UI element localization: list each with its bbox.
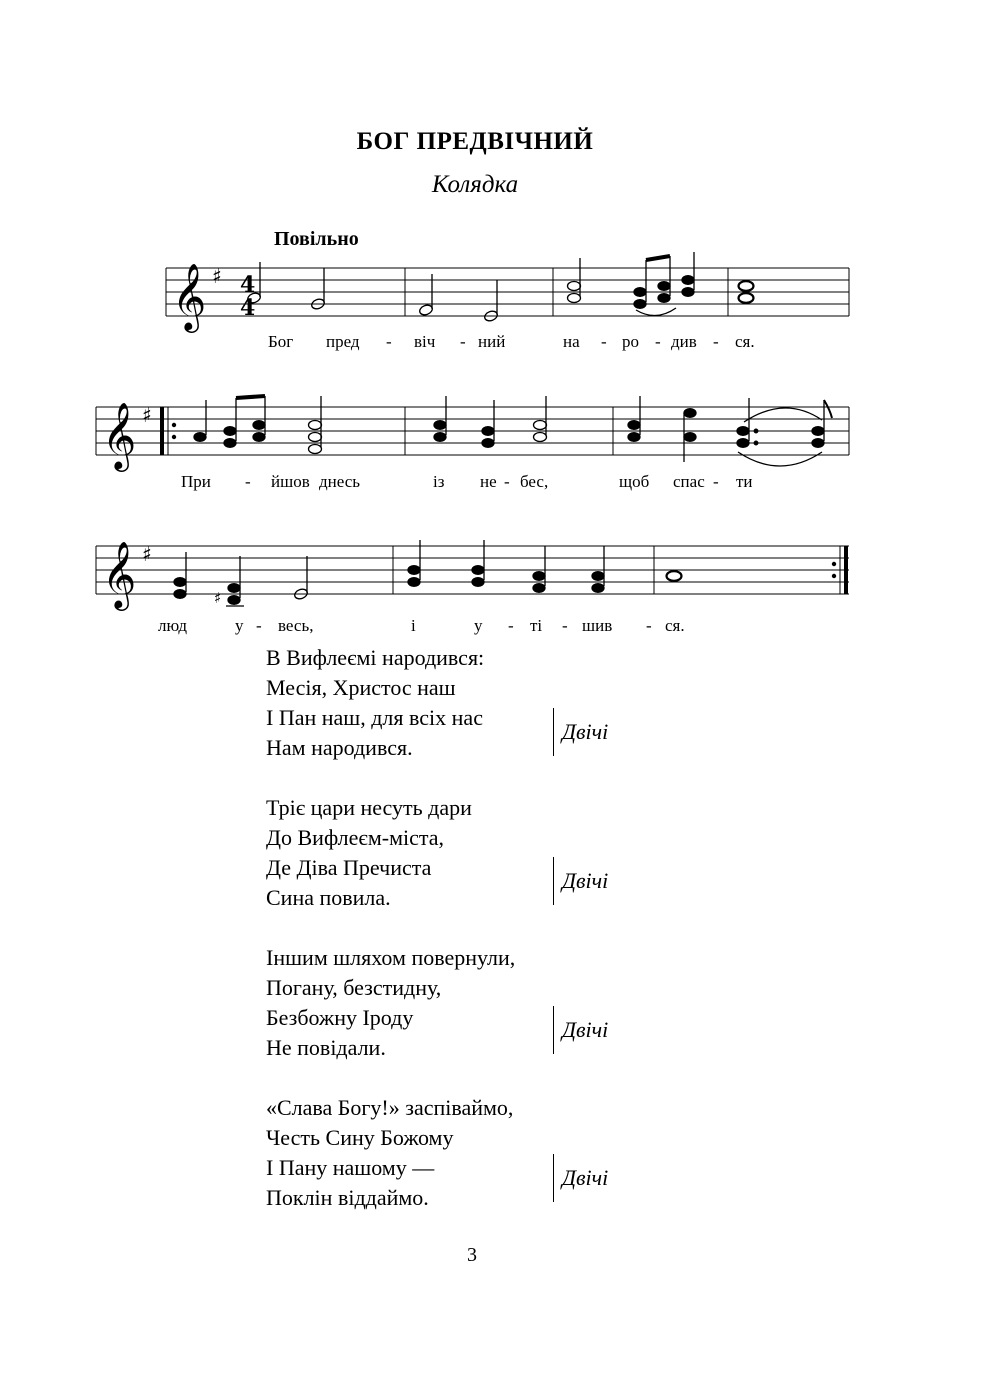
lyric: і [411, 616, 416, 635]
lyric: ся. [735, 332, 755, 351]
lyric: - [646, 616, 652, 635]
lyric: ти [736, 472, 753, 491]
lyric: - [601, 332, 607, 351]
tempo-marking: Повільно [274, 228, 359, 250]
lyric: йшов [271, 472, 310, 491]
sharp-icon: ♯ [212, 264, 222, 288]
verse-line: Сина повила. [266, 885, 391, 910]
lyric: ро [622, 332, 639, 351]
lyric: днесь [319, 472, 361, 491]
repeat-start-barline [160, 407, 164, 455]
lyric: - [713, 332, 719, 351]
lyric: ний [478, 332, 506, 351]
verse-line: Безбожну Іроду [266, 1005, 414, 1030]
lyric: - [508, 616, 514, 635]
lyric: ся. [665, 616, 685, 635]
lyric: ті [530, 616, 543, 635]
lyric: - [655, 332, 661, 351]
lyric: - [562, 616, 568, 635]
verse-4 [266, 1093, 513, 1213]
page-number: 3 [467, 1244, 477, 1266]
lyric: не [480, 472, 497, 491]
verse-line: І Пан наш, для всіх нас [266, 705, 483, 730]
repeat-marker: Двічі [553, 708, 608, 756]
sharp-icon: ♯ [142, 542, 152, 566]
treble-clef-icon: 𝄞 [102, 540, 137, 608]
lyric: Бог [268, 332, 294, 351]
lyric: шив [582, 616, 613, 635]
verse-line: «Слава Богу!» заспіваймо, [266, 1095, 514, 1120]
staff-system-3 [0, 530, 984, 620]
svg-text:♯: ♯ [214, 589, 222, 607]
lyric: див [671, 332, 697, 351]
lyric: на [563, 332, 580, 351]
verse-line: Нам народився. [266, 735, 413, 760]
lyric: бес, [520, 472, 549, 491]
lyric: - [386, 332, 392, 351]
verse-line: В Вифлеємі народився: [266, 645, 485, 670]
treble-clef-icon: 𝄞 [172, 262, 207, 330]
verse-line: Не повідали. [266, 1035, 386, 1060]
verse-3 [266, 943, 515, 1063]
sharp-icon: ♯ [142, 403, 152, 427]
lyric: - [256, 616, 262, 635]
lyric: у [235, 616, 244, 635]
repeat-marker: Двічі [553, 1006, 608, 1054]
lyric: - [460, 332, 466, 351]
verse-line: Погану, безстидну, [266, 975, 442, 1000]
song-title: БОГ ПРЕДВІЧНИЙ [356, 128, 594, 155]
lyric: щоб [619, 472, 650, 491]
time-signature-bottom: 4 [240, 295, 256, 321]
staff-system-2 [0, 390, 984, 475]
lyric: спас [673, 472, 705, 491]
lyric: - [245, 472, 251, 491]
verse-line: Поклін віддаймо. [266, 1185, 429, 1210]
time-signature-top: 4 [240, 272, 256, 298]
lyric: люд [158, 616, 187, 635]
verse-line: Тріє цари несуть дари [266, 795, 472, 820]
repeat-marker: Двічі [553, 857, 608, 905]
staff-system-1 [0, 250, 984, 340]
verse-line: Честь Сину Божому [266, 1125, 454, 1150]
verse-line: Іншим шляхом повернули, [266, 945, 516, 970]
lyric: віч [414, 332, 436, 351]
repeat-end-barline [844, 546, 848, 594]
verse-line: Де Діва Пречиста [266, 855, 432, 880]
treble-clef-icon: 𝄞 [102, 401, 137, 469]
lyric: пред [326, 332, 360, 351]
repeat-marker: Двічі [553, 1154, 608, 1202]
lyric: у [474, 616, 483, 635]
lyric: - [504, 472, 510, 491]
lyric: При [181, 472, 211, 491]
verse-2 [266, 793, 472, 913]
lyric: весь, [278, 616, 314, 635]
verse-line: Месія, Христос наш [266, 675, 456, 700]
lyric: із [433, 472, 445, 491]
verse-line: І Пану нашому — [266, 1155, 435, 1180]
verse-line: До Вифлеєм-міста, [266, 825, 445, 850]
song-subtitle: Колядка [431, 171, 519, 198]
lyric: - [713, 472, 719, 491]
verse-1 [266, 643, 484, 763]
